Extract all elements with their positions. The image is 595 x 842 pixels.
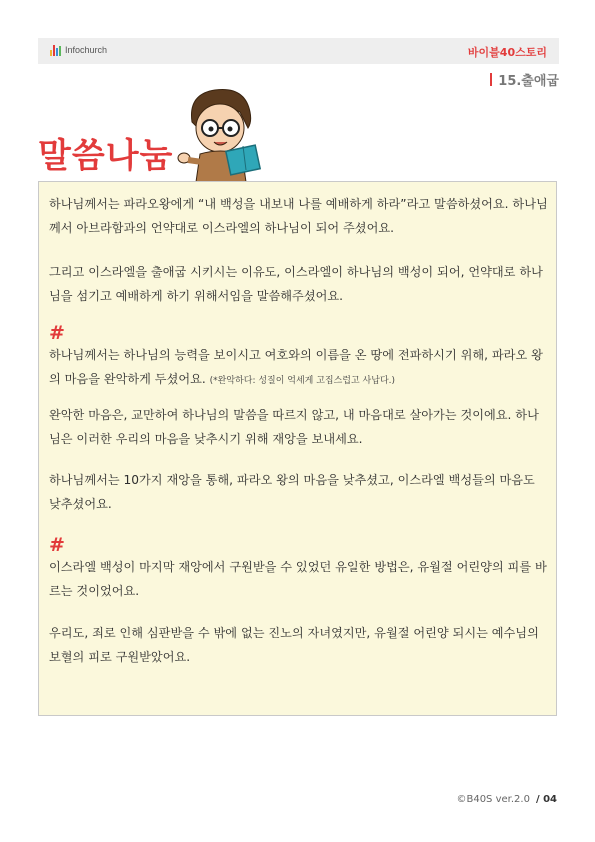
paragraph-2: 그리고 이스라엘을 출애굽 시키시는 이유도, 이스라엘이 하나님의 백성이 되어, 언약대로 하나님을 섬기고 예배하게 하기 위해서임을 말씀해주셨어요. [49,265,543,303]
paragraph-1: 하나님께서는 파라오왕에게 “내 백성을 내보내 나를 예배하게 하라”라고 말씀하셨어요. 하나님께서 아브라함과의 언약대로 이스라엘의 하나님이 되어 주셨어요. [49,197,548,235]
paragraph-3 [49,343,549,393]
section-title: 말씀나눔 [38,136,174,176]
header-bar [38,38,559,64]
paragraph-6: 이스라엘 백성이 마지막 재앙에서 구원받을 수 있었던 유일한 방법은, 유월절 어린양의 피를 바르는 것이었어요. [49,560,547,598]
paragraph-5: 하나님께서는 10가지 재앙을 통해, 파라오 왕의 마음을 낮추셨고, 이스라엘 백성들의 마음도 낮추셨어요. [49,473,535,511]
chapter-title [490,70,559,89]
page-footer [456,794,557,805]
copyright-text: ©B40S ver.2.0 [456,794,530,805]
infochurch-logo [50,45,107,56]
hash-marker-1: # [49,322,65,344]
content-box [38,181,557,716]
series-title: 바이블40스토리 [467,46,547,59]
page-number: / 04 [535,794,557,805]
cartoon-character-with-book [170,82,270,182]
logo-text: Infochurch [65,45,108,55]
chapter-label: 15.출애굽 [498,74,559,89]
paragraph-4: 완악한 마음은, 교만하여 하나님의 말씀을 따르지 않고, 내 마음대로 살아가는 것이에요. 하나님은 이러한 우리의 마음을 낮추시기 위해 재앙을 보내세요. [49,408,539,446]
paragraph-3-text: 하나님께서는 하나님의 능력을 보이시고 여호와의 이름을 온 땅에 전파하시기 위해, 파라오 왕의 마음을 완악하게 두셨어요. [49,348,543,386]
logo-bars-icon [50,45,61,56]
chapter-divider [490,73,492,86]
definition-note: (*완악하다: 성질이 억세게 고집스럽고 사납다.) [209,376,396,386]
hash-marker-2: # [49,534,65,556]
paragraph-7: 우리도, 죄로 인해 심판받을 수 밖에 없는 진노의 자녀였지만, 유월절 어린양 되시는 예수님의 보혈의 피로 구원받았어요. [49,626,539,664]
